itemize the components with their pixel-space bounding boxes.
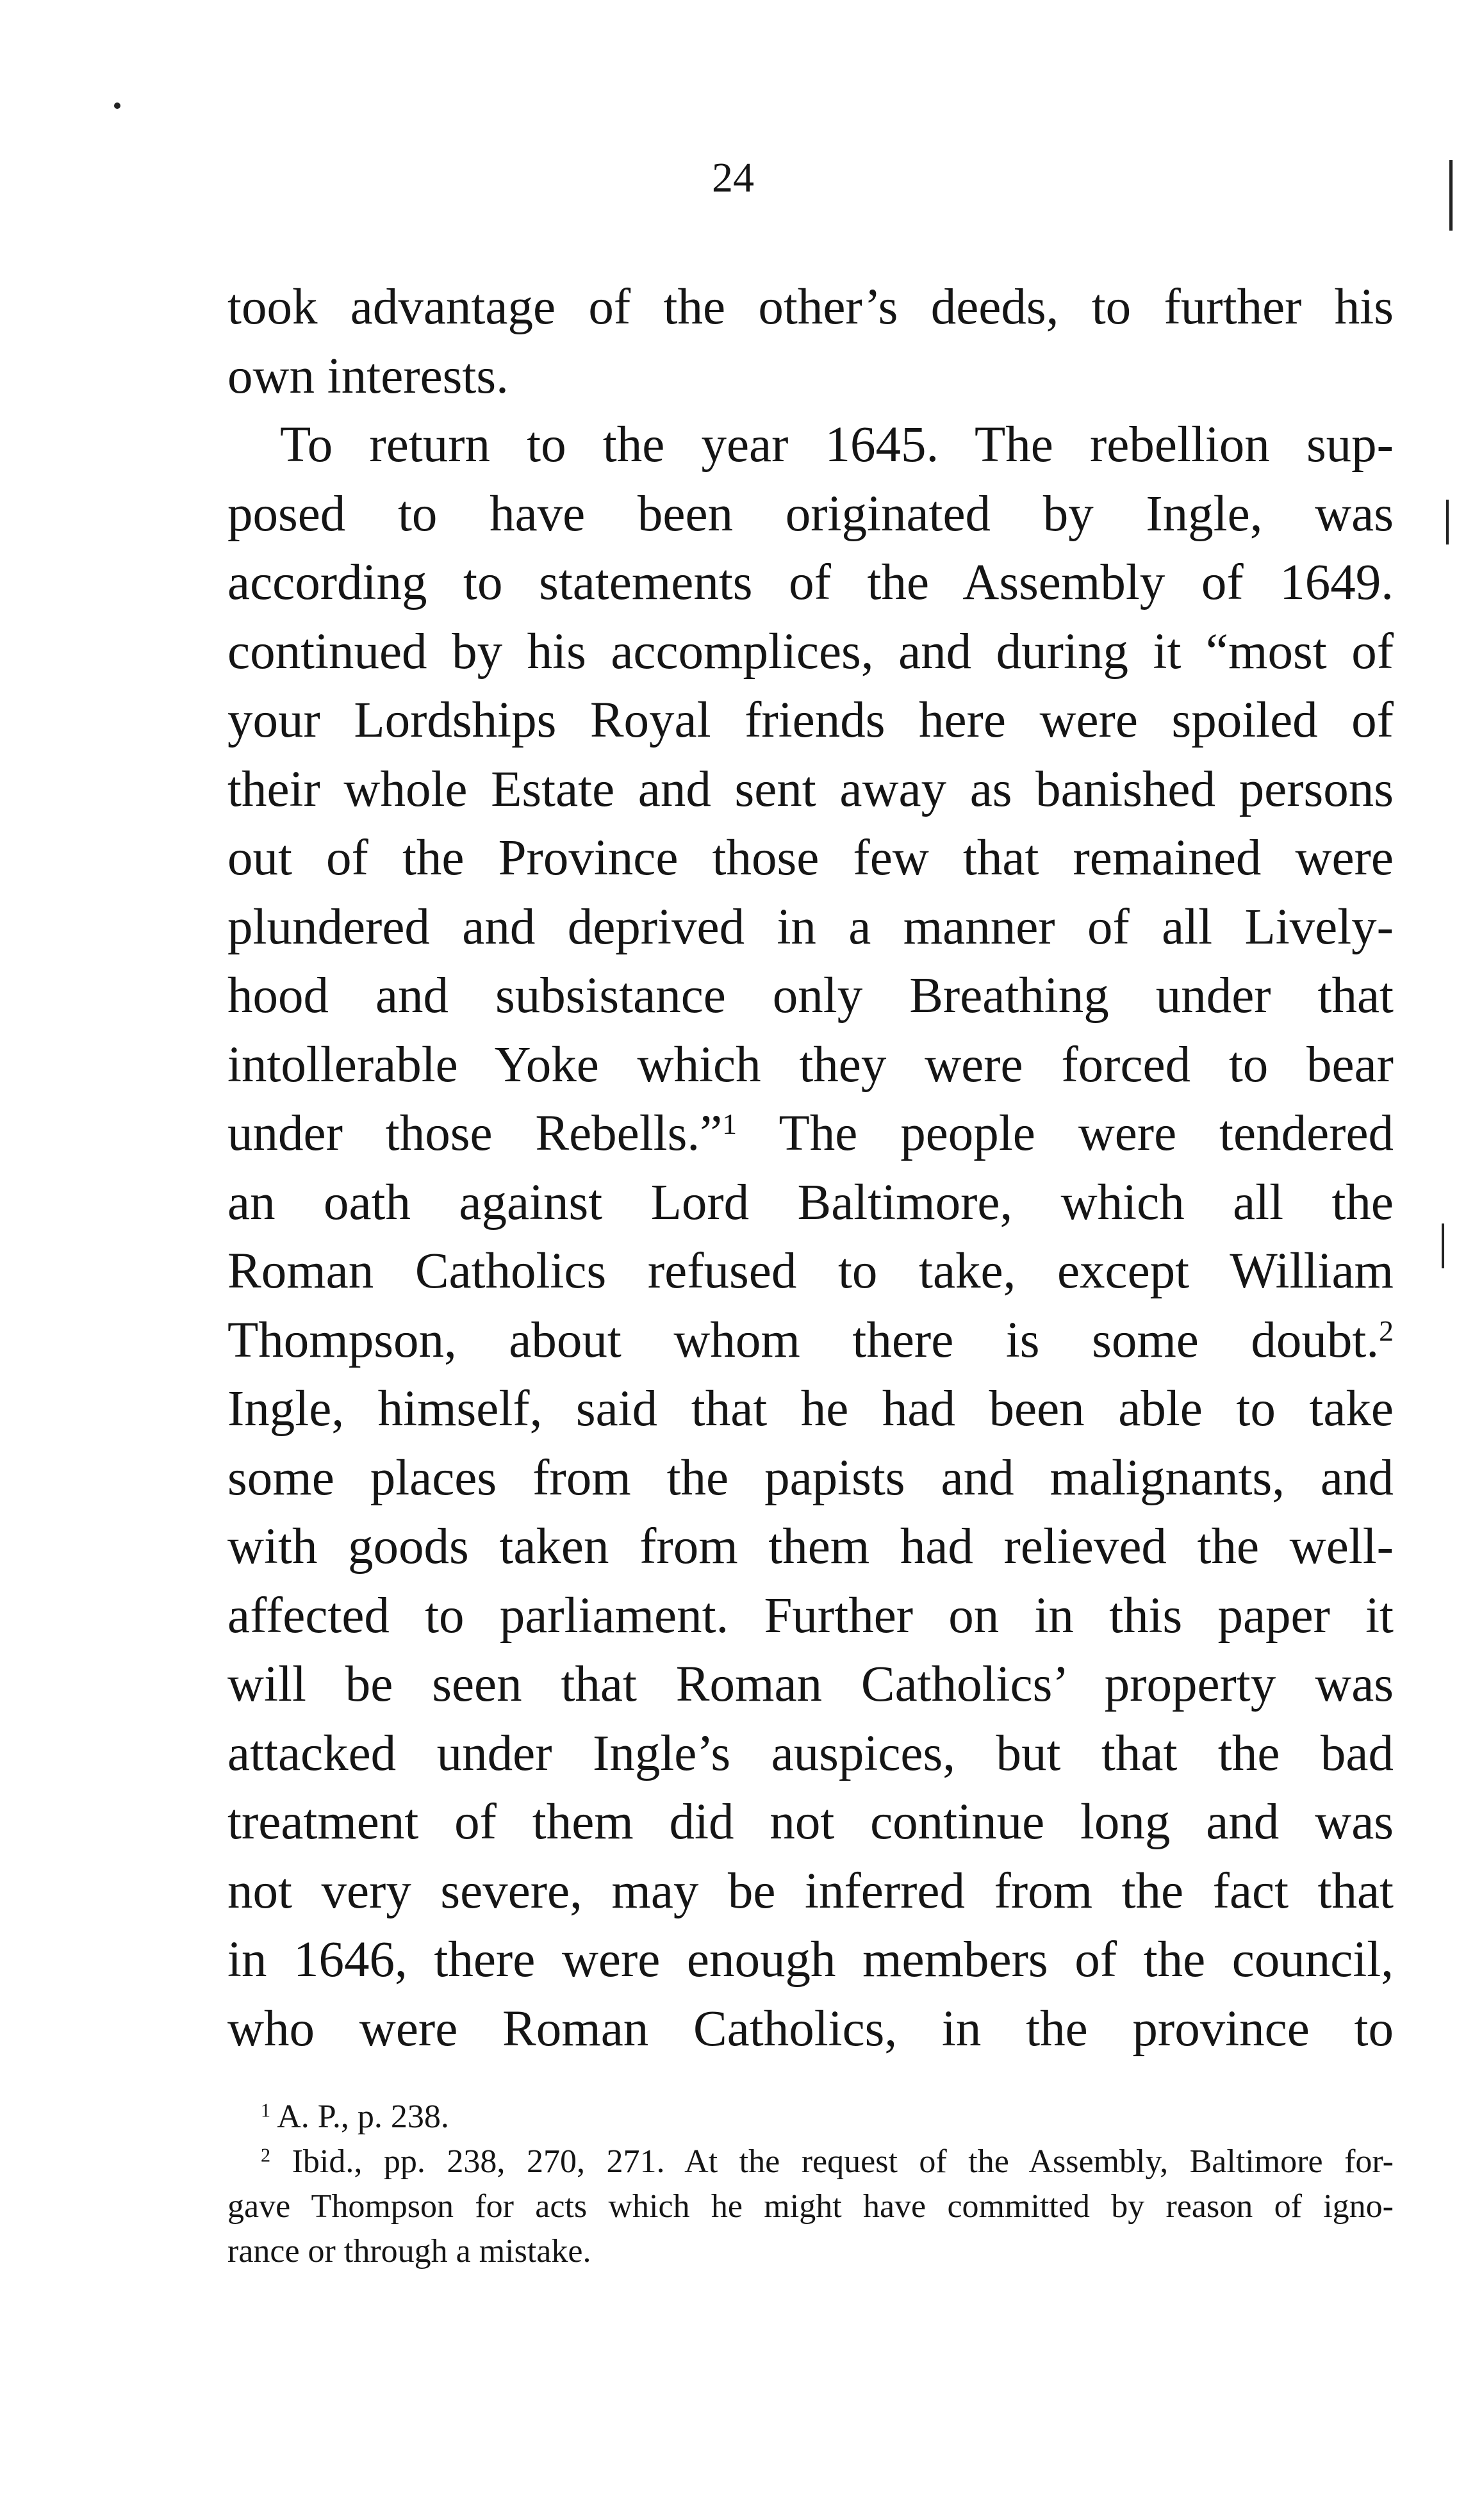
text-line: continued by his accomplices, and during it “most of: [227, 623, 1394, 680]
text-line: hood and subsistance only Breathing under that: [227, 968, 1394, 1024]
text-line: their whole Estate and sent away as banished persons: [227, 761, 1394, 817]
text-line: according to statements of the Assembly of 1649.: [227, 555, 1394, 610]
text-line: intollerable Yoke which they were forced to bear: [227, 1036, 1394, 1093]
scan-edge-mark: [1446, 500, 1449, 544]
text-line: took advantage of the other’s deeds, to further his: [227, 279, 1394, 335]
body-text: [227, 273, 1394, 2063]
text-line: with goods taken from them had relieved the well-: [227, 1519, 1394, 1575]
footnote-ref: 2: [1379, 1314, 1394, 1347]
text-line: in 1646, there were enough members of the council,: [227, 1932, 1394, 1988]
text-line: plundered and deprived in a manner of all Lively-: [227, 899, 1394, 955]
text-line: an oath against Lord Baltimore, which all the: [227, 1174, 1394, 1231]
scan-speck: [114, 102, 120, 109]
text-line: To return to the year 1645. The rebellion sup-: [280, 417, 1394, 473]
footnote-2-continued: gave Thompson for acts which he might have committed by reason of igno-: [227, 2188, 1394, 2225]
text-line: your Lordships Royal friends here were spoiled of: [227, 692, 1394, 748]
text-line: affected to parliament. Further on in this paper it: [227, 1587, 1394, 1644]
text-line: Thompson, about whom there is some doubt.$^2$: [227, 1312, 1394, 1368]
text-line: own interests.: [227, 348, 509, 404]
text-line: will be seen that Roman Catholics’ property was: [227, 1657, 1394, 1712]
text-line: some places from the papists and malignants, and: [227, 1450, 1394, 1506]
footnote-2-continued: rance or through a mistake.: [227, 2233, 591, 2270]
footnote-marker: 1: [261, 2099, 271, 2122]
text-line: posed to have been originated by Ingle, was: [227, 486, 1394, 542]
footnotes: [227, 2095, 1394, 2274]
text-line: not very severe, may be inferred from the fact that: [227, 1863, 1394, 1919]
footnote-1: $^1$ A. P., p. 238.: [261, 2099, 449, 2135]
text-line: under those Rebells.”$^1$ The people were tendered: [227, 1106, 1394, 1161]
page-number: 24: [712, 154, 754, 201]
text-line: out of the Province those few that remained were: [227, 830, 1394, 886]
text-line: Roman Catholics refused to take, except William: [227, 1243, 1394, 1299]
text-line: who were Roman Catholics, in the province to: [227, 2000, 1394, 2057]
scan-edge-mark: [1442, 1223, 1444, 1268]
footnote-2: $^2$ Ibid., pp. 238, 270, 271. At the request of the Assembly, Baltimore for-: [261, 2143, 1394, 2180]
text-line: attacked under Ingle’s auspices, but that the bad: [227, 1725, 1394, 1781]
text-line: Ingle, himself, said that he had been able to take: [227, 1381, 1394, 1437]
footnote-marker: 2: [261, 2144, 271, 2166]
text-line: treatment of them did not continue long and was: [227, 1794, 1394, 1850]
footnote-ref: 1: [722, 1107, 737, 1140]
